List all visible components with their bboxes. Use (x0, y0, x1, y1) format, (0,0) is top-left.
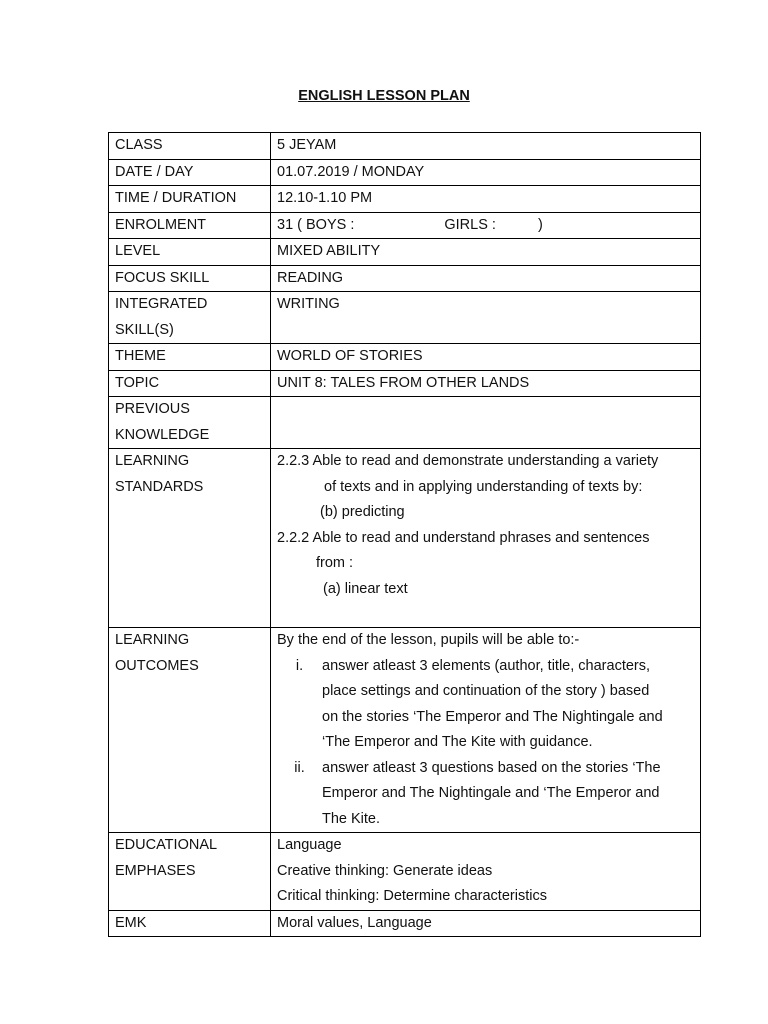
list-item-text (322, 654, 694, 756)
row-time (109, 186, 701, 213)
list-item (277, 756, 694, 833)
label-standards-line2: STANDARDS (115, 478, 204, 495)
outcome-line: The Kite. (322, 810, 381, 827)
page-title-text: ENGLISH LESSON PLAN (298, 88, 470, 104)
standard-line: 2.2.2 Able to read and understand phrases and sentences (277, 529, 650, 546)
outcome-line: on the stories ‘The Emperor and The Nightingale and (322, 708, 663, 725)
value-topic: UNIT 8: TALES FROM OTHER LANDS (271, 370, 701, 397)
label-integrated-line2: SKILL(S) (115, 321, 174, 338)
label-emphases-line2: EMPHASES (115, 862, 196, 879)
list-item-number: i. (295, 657, 304, 674)
value-time: 12.10-1.10 PM (271, 186, 701, 213)
row-focus-skill (109, 265, 701, 292)
emphasis-line: Creative thinking: Generate ideas (277, 862, 493, 879)
emphasis-line: Critical thinking: Determine characteristics (277, 888, 547, 904)
label-emphases-line1: EDUCATIONAL (115, 837, 218, 853)
outcomes-intro: By the end of the lesson, pupils will be able to:- (277, 632, 580, 648)
row-learning-standards (109, 449, 701, 628)
label-topic: TOPIC (109, 370, 271, 397)
standard-line: of texts and in applying understanding of texts by: (324, 478, 643, 495)
row-class (109, 133, 701, 160)
label-previous-knowledge (109, 397, 271, 449)
label-focus-skill: FOCUS SKILL (109, 265, 271, 292)
outcome-line: Emperor and The Nightingale and ‘The Emperor and (322, 785, 660, 801)
page-title (0, 87, 768, 105)
label-level: LEVEL (109, 239, 271, 266)
row-educational-emphases (109, 833, 701, 911)
enrolment-girls: GIRLS : (444, 216, 496, 233)
label-time: TIME / DURATION (109, 186, 271, 213)
row-integrated-skills (109, 292, 701, 344)
value-enrolment (271, 212, 701, 239)
standard-line: 2.2.3 Able to read and demonstrate understanding a variety (277, 453, 659, 469)
label-emk: EMK (109, 910, 271, 937)
lesson-plan-table (108, 132, 701, 937)
outcome-line: answer atleast 3 questions based on the stories ‘The (322, 759, 661, 776)
value-theme: WORLD OF STORIES (271, 344, 701, 371)
value-learning-outcomes (271, 628, 701, 833)
label-standards-line1: LEARNING (115, 453, 190, 469)
standard-line: (a) linear text (323, 580, 408, 597)
label-enrolment: ENROLMENT (109, 212, 271, 239)
row-level (109, 239, 701, 266)
label-outcomes-line2: OUTCOMES (115, 657, 199, 674)
list-item (277, 654, 694, 756)
label-integrated-line1: INTEGRATED (115, 296, 208, 312)
outcomes-list (277, 654, 694, 833)
label-theme: THEME (109, 344, 271, 371)
standard-line: from : (316, 555, 354, 571)
outcome-line: answer atleast 3 elements (author, title, characters, (322, 657, 651, 674)
value-level: MIXED ABILITY (271, 239, 701, 266)
standard-line: (b) predicting (320, 504, 405, 520)
outcome-line: ‘The Emperor and The Kite with guidance. (322, 734, 593, 750)
value-date: 01.07.2019 / MONDAY (271, 159, 701, 186)
row-enrolment (109, 212, 701, 239)
label-educational-emphases (109, 833, 271, 911)
value-focus-skill: READING (271, 265, 701, 292)
value-educational-emphases (271, 833, 701, 911)
label-learning-standards (109, 449, 271, 628)
enrolment-close: ) (537, 216, 543, 233)
enrolment-boys: 31 ( BOYS : (277, 216, 355, 233)
label-date: DATE / DAY (109, 159, 271, 186)
label-previous-line2: KNOWLEDGE (115, 426, 210, 443)
row-learning-outcomes (109, 628, 701, 833)
row-emk (109, 910, 701, 937)
value-previous-knowledge (271, 397, 701, 449)
value-learning-standards (271, 449, 701, 628)
label-class: CLASS (109, 133, 271, 160)
list-item-text (322, 756, 694, 833)
row-theme (109, 344, 701, 371)
row-topic (109, 370, 701, 397)
row-date (109, 159, 701, 186)
label-integrated-skills (109, 292, 271, 344)
value-integrated-skills: WRITING (271, 292, 701, 344)
outcome-line: place settings and continuation of the story ) based (322, 683, 650, 699)
emphasis-line: Language (277, 837, 342, 853)
row-previous-knowledge (109, 397, 701, 449)
label-outcomes-line1: LEARNING (115, 632, 190, 648)
value-emk: Moral values, Language (271, 910, 701, 937)
list-item-number: ii. (294, 759, 305, 776)
label-previous-line1: PREVIOUS (115, 401, 190, 417)
value-class: 5 JEYAM (271, 133, 701, 160)
label-learning-outcomes (109, 628, 271, 833)
